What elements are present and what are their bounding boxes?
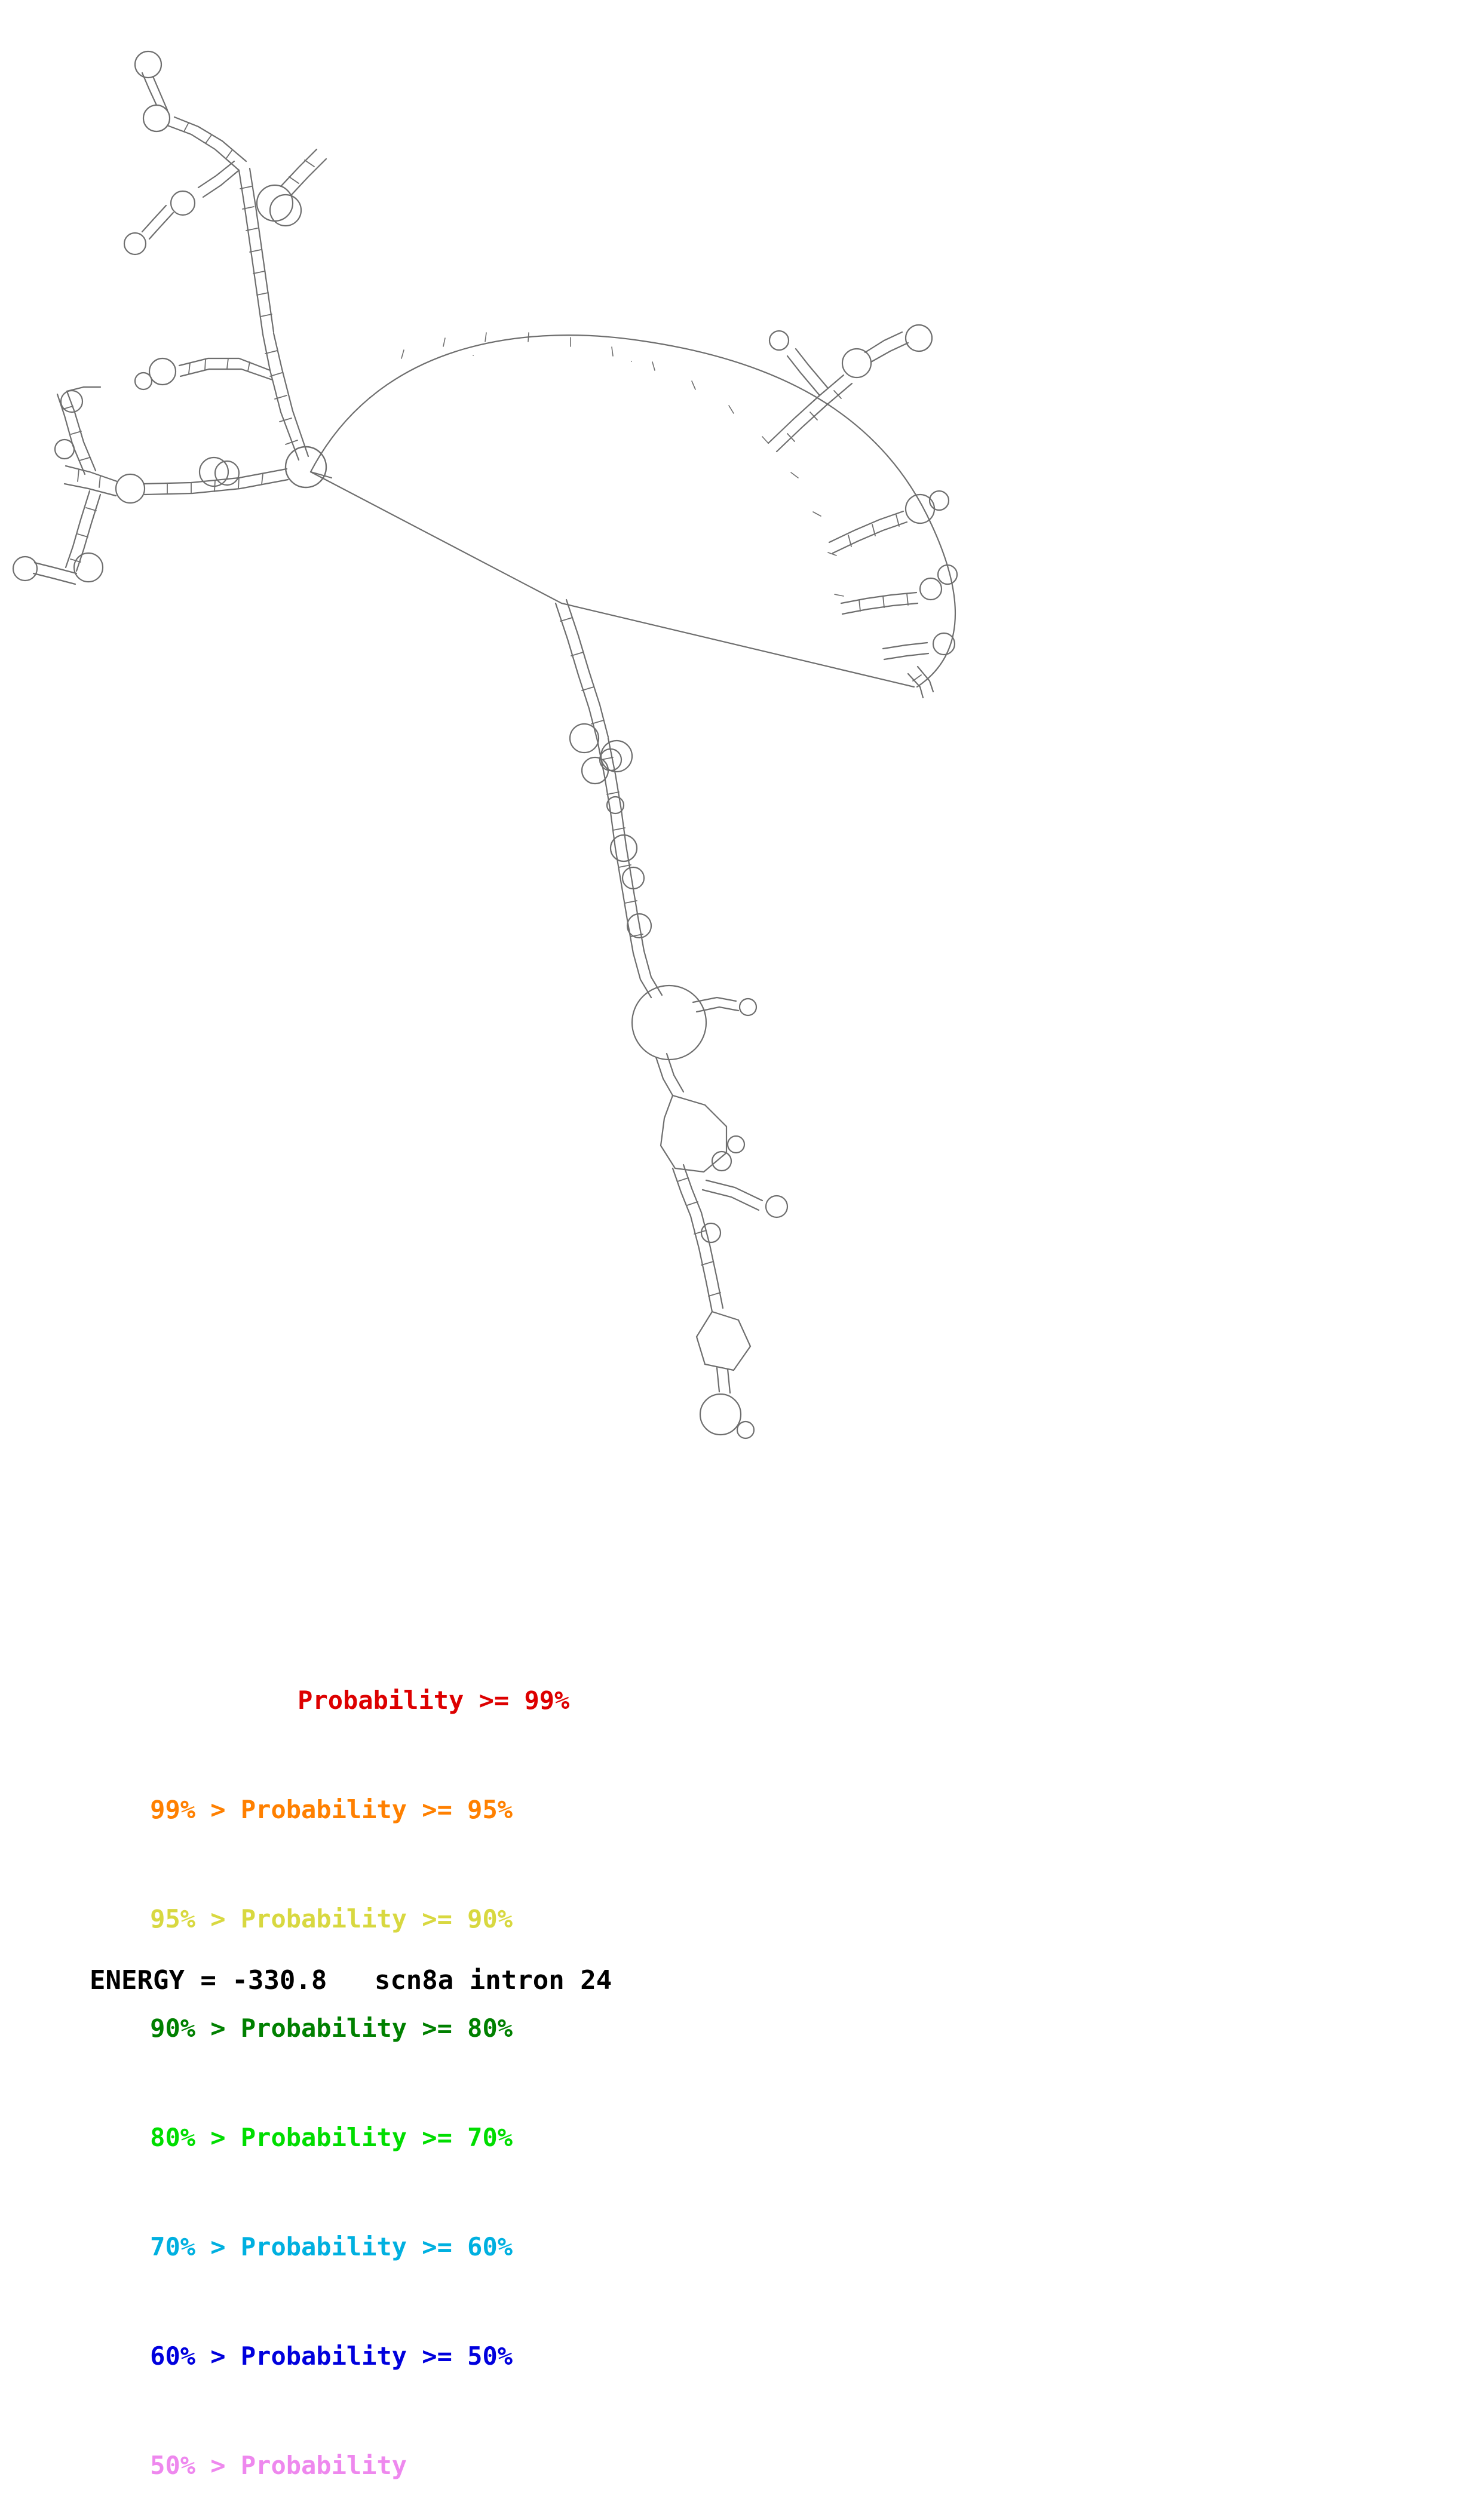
position-label: · (630, 358, 633, 367)
exterior-arc (311, 335, 955, 687)
position-labels (472, 352, 633, 367)
legend-label: 95% > Probability >= 90% (150, 1904, 513, 1933)
legend-label: 50% > Probability (150, 2451, 407, 2480)
terminal-hairpin-loop (700, 1394, 741, 1435)
energy-caption: ENERGY = -330.8 scn8a intron 24 (90, 1965, 612, 1996)
hairpin-loop-right-3 (920, 578, 942, 600)
bottom-interior-loop (697, 1312, 750, 1370)
legend-label: 60% > Probability >= 50% (150, 2341, 513, 2371)
legend-label: 99% > Probability >= 95% (150, 1795, 513, 1824)
helix-descend-3 (615, 848, 633, 953)
legend-item (90, 1646, 866, 1755)
hairpin-loop-right-4 (933, 633, 955, 655)
hairpin-loop-topleft-arm (143, 105, 170, 131)
legend-item (90, 2192, 866, 2301)
legend-item (90, 2301, 866, 2411)
helix-topleft-arm (167, 125, 239, 170)
legend-item (90, 1755, 866, 1864)
legend-item (90, 2411, 866, 2520)
helix-descend-1 (556, 603, 597, 741)
position-label: · (472, 352, 475, 361)
interior-loop-descend-2 (601, 741, 632, 772)
hexagon-loop (661, 1095, 726, 1172)
probability-legend (90, 1646, 866, 2520)
hairpin-loop-lowerleft (74, 553, 103, 582)
legend-label: 90% > Probability >= 80% (150, 2013, 513, 2043)
legend-item (90, 1864, 866, 1973)
legend-label: 70% > Probability >= 60% (150, 2232, 513, 2261)
helix-right-3 (841, 593, 916, 603)
helix-descend-6 (673, 1168, 691, 1216)
helix-right-1 (768, 375, 844, 443)
legend-label: 80% > Probability >= 70% (150, 2123, 513, 2152)
hairpin-loop-right-1 (842, 349, 871, 377)
legend-item (90, 2083, 866, 2192)
large-interior-loop (632, 986, 706, 1060)
helix-descend-2 (597, 741, 615, 848)
interior-loop-top (257, 185, 293, 221)
exterior-chord-1 (311, 472, 914, 687)
hairpin-loop-topleft (149, 358, 176, 385)
interior-loop-left-2 (116, 474, 145, 503)
helix-descend-4 (633, 953, 651, 997)
helix-right-4 (883, 643, 927, 649)
legend-label: Probability >= 99% (298, 1686, 570, 1715)
interior-loop-descend-1 (570, 724, 599, 753)
central-multiloop (286, 447, 326, 487)
